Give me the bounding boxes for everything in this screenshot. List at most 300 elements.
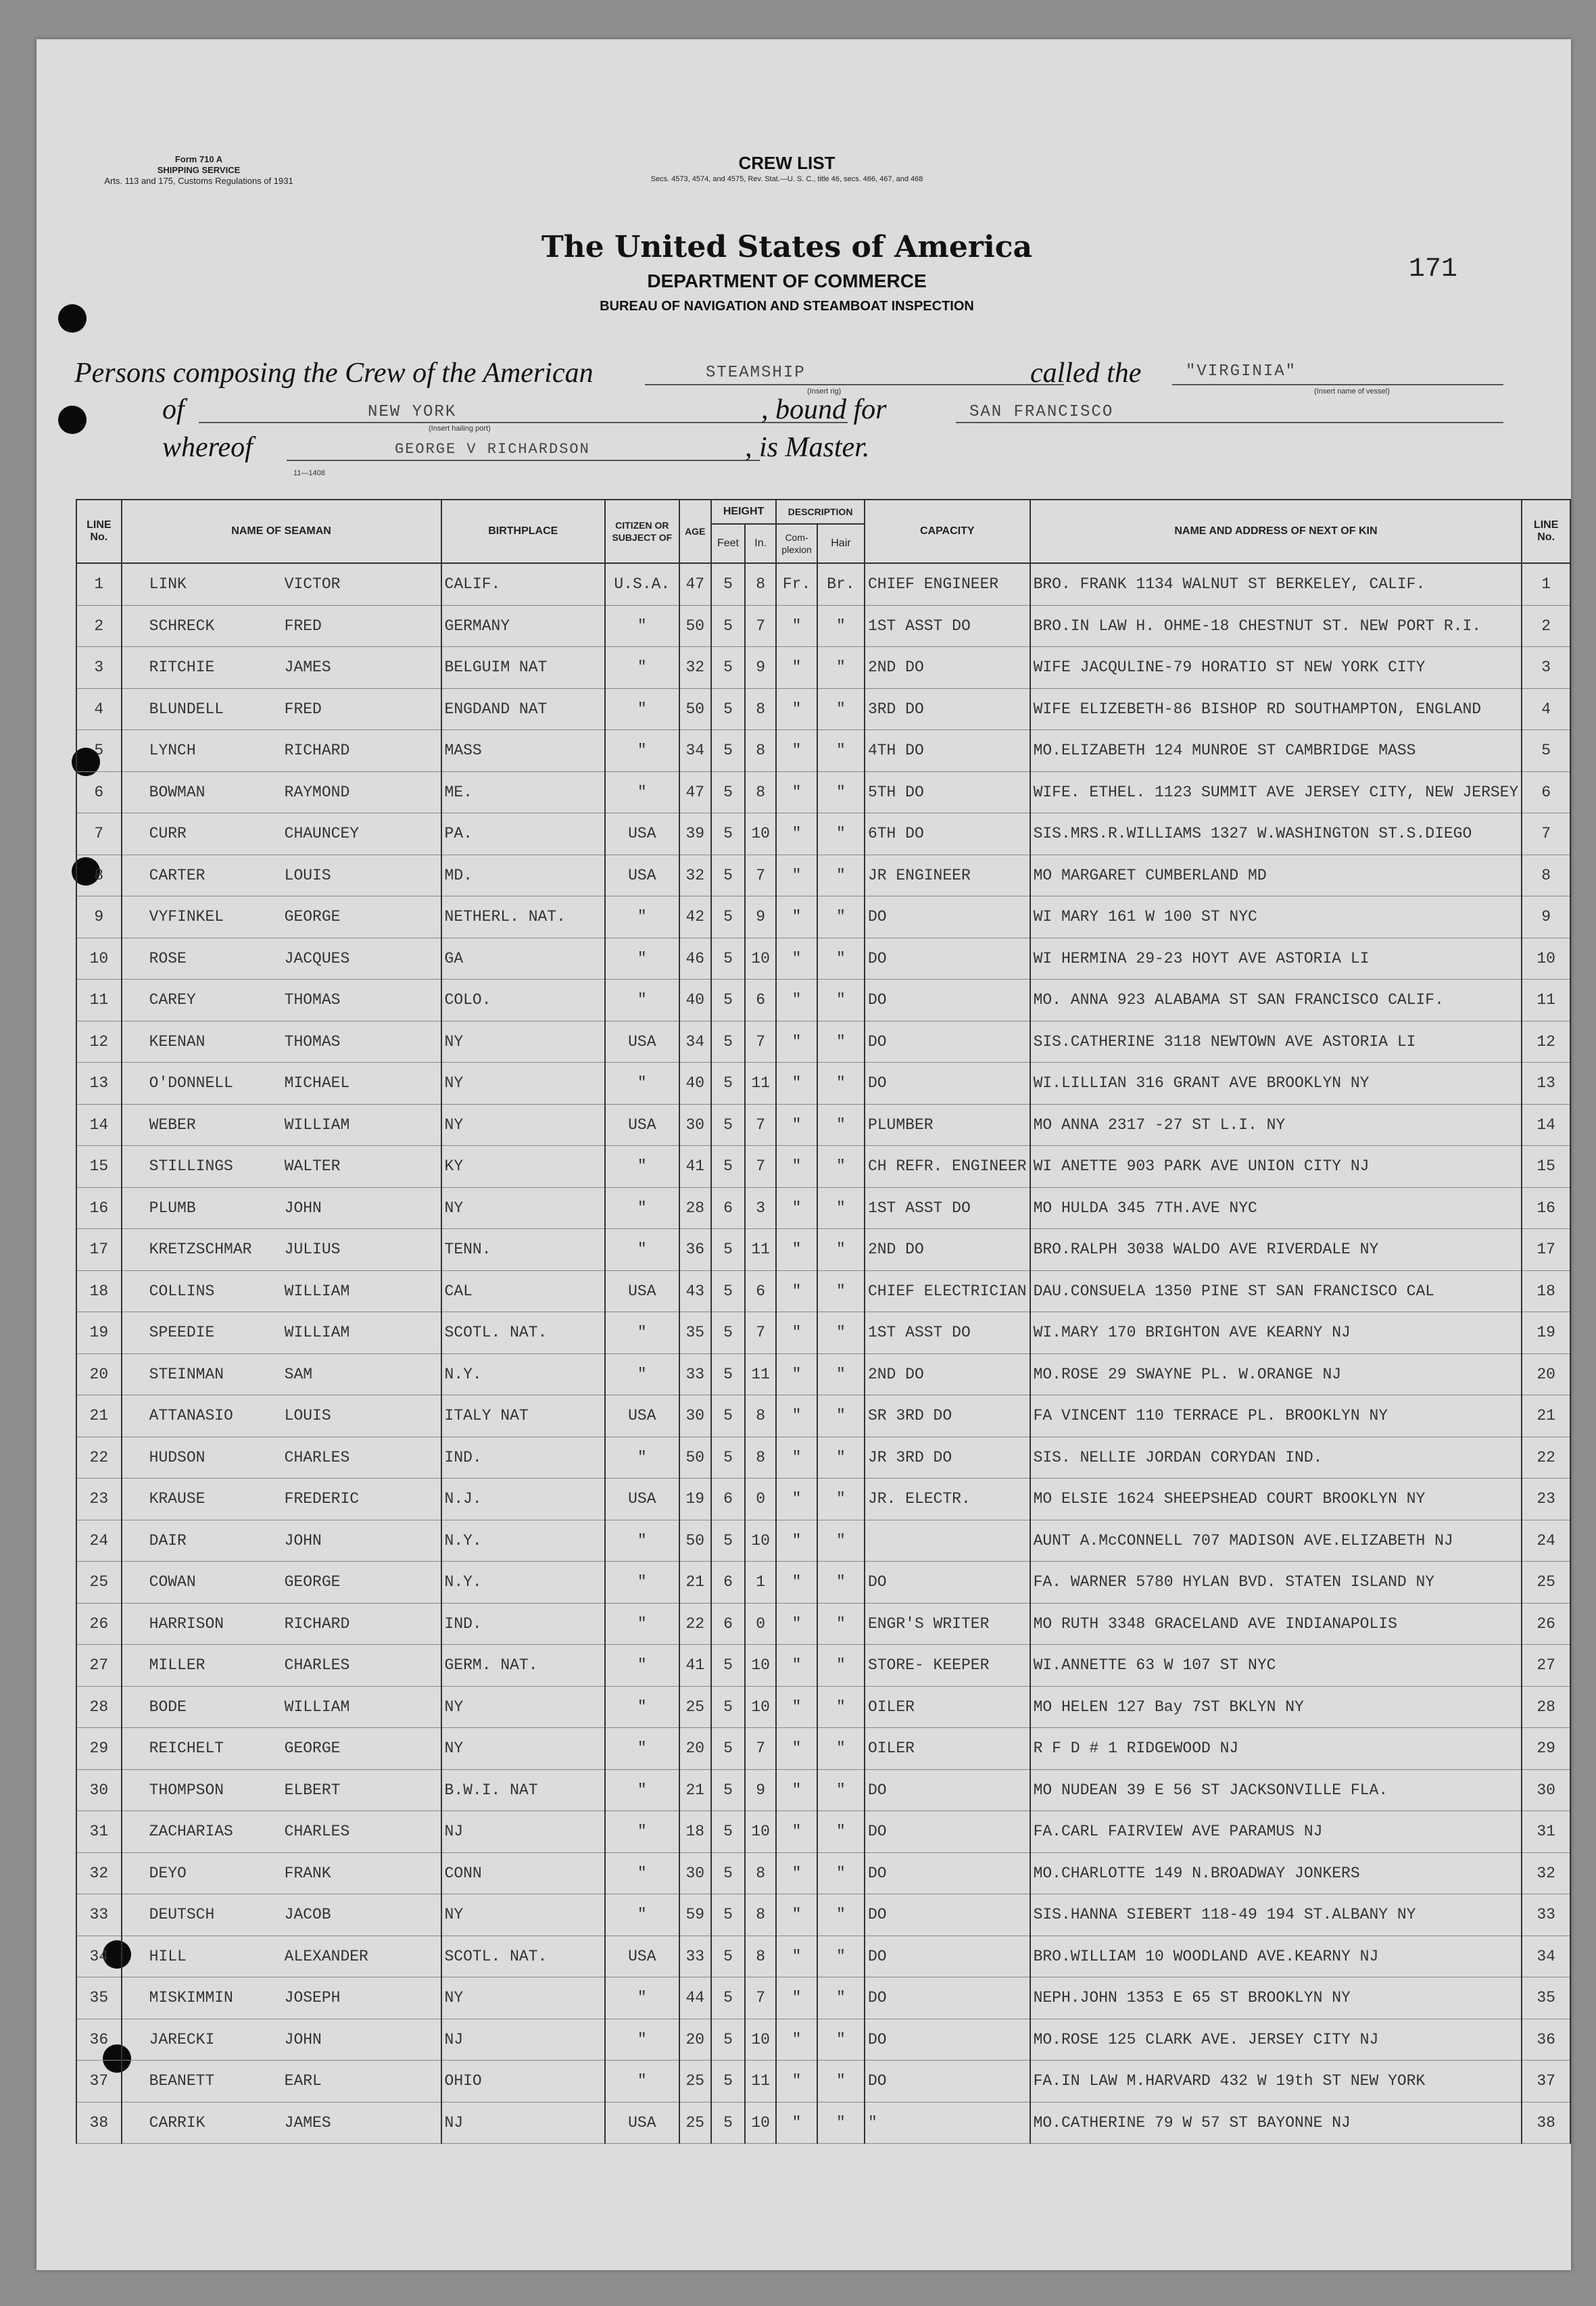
seaman-name (122, 1977, 441, 2019)
hair: " (817, 688, 865, 730)
birthplace: OHIO (441, 2061, 606, 2103)
capacity: 1ST ASST DO (865, 1312, 1030, 1354)
next-of-kin: MO RUTH 3348 GRACELAND AVE INDIANAPOLIS (1030, 1603, 1522, 1645)
hair: " (817, 896, 865, 938)
height-inches: 10 (745, 1645, 776, 1687)
height-inches: 8 (745, 730, 776, 772)
age: 30 (679, 1104, 711, 1146)
capacity: 2ND DO (865, 1229, 1030, 1271)
birthplace: MASS (441, 730, 606, 772)
line-number-right: 11 (1522, 980, 1570, 1022)
line-number-right: 33 (1522, 1894, 1570, 1936)
next-of-kin: FA.CARL FAIRVIEW AVE PARAMUS NJ (1030, 1811, 1522, 1853)
height-feet: 5 (711, 1977, 745, 2019)
capacity: 1ST ASST DO (865, 605, 1030, 647)
age: 30 (679, 1395, 711, 1437)
line-number: 19 (76, 1312, 122, 1354)
seaman-last-name: KRETZSCHMAR (149, 1241, 252, 1259)
hair: " (817, 2019, 865, 2061)
line-number: 23 (76, 1479, 122, 1520)
seaman-last-name: BLUNDELL (149, 700, 224, 718)
birthplace: NY (441, 1728, 606, 1770)
citizenship: USA (605, 813, 679, 855)
hailing-port: NEW YORK (368, 403, 457, 421)
height-feet: 5 (711, 1395, 745, 1437)
height-feet: 5 (711, 1229, 745, 1271)
capacity: DO (865, 1977, 1030, 2019)
height-feet: 6 (711, 1479, 745, 1520)
hair: " (817, 605, 865, 647)
crew-statement-prefix: Persons composing the Crew of the American (74, 358, 594, 389)
capacity: DO (865, 1769, 1030, 1811)
hair: " (817, 1437, 865, 1479)
next-of-kin: AUNT A.McCONNELL 707 MADISON AVE.ELIZABETH NJ (1030, 1520, 1522, 1562)
line-number: 13 (76, 1063, 122, 1105)
height-inches: 10 (745, 1811, 776, 1853)
age: 39 (679, 813, 711, 855)
citizenship: " (605, 1977, 679, 2019)
complexion: " (776, 647, 817, 689)
seaman-name (122, 1104, 441, 1146)
height-feet: 5 (711, 771, 745, 813)
seaman-first-name: GEORGE (284, 1573, 341, 1591)
complexion: " (776, 1104, 817, 1146)
birthplace: ITALY NAT (441, 1395, 606, 1437)
seaman-first-name: JOHN (284, 1199, 322, 1217)
hair: " (817, 771, 865, 813)
seaman-name (122, 1021, 441, 1063)
next-of-kin: WI HERMINA 29-23 HOYT AVE ASTORIA LI (1030, 938, 1522, 980)
line-number-right: 34 (1522, 1936, 1570, 1977)
height-feet: 5 (711, 647, 745, 689)
capacity (865, 1520, 1030, 1562)
hair: " (817, 2102, 865, 2144)
hair: " (817, 730, 865, 772)
citizenship: " (605, 938, 679, 980)
birthplace: GERM. NAT. (441, 1645, 606, 1687)
height-feet: 5 (711, 1520, 745, 1562)
capacity: SR 3RD DO (865, 1395, 1030, 1437)
seaman-name (122, 771, 441, 813)
capacity: JR ENGINEER (865, 855, 1030, 896)
height-inches: 10 (745, 1520, 776, 1562)
age: 40 (679, 1063, 711, 1105)
age: 42 (679, 896, 711, 938)
next-of-kin: FA.IN LAW M.HARVARD 432 W 19th ST NEW YORK (1030, 2061, 1522, 2103)
line-number-right: 7 (1522, 813, 1570, 855)
crew-row (76, 980, 1570, 1022)
crew-row (76, 1520, 1570, 1562)
height-inches: 11 (745, 1063, 776, 1105)
seaman-last-name: WEBER (149, 1115, 196, 1134)
seaman-last-name: DAIR (149, 1531, 187, 1550)
seaman-last-name: DEYO (149, 1864, 187, 1882)
line-number-right: 3 (1522, 647, 1570, 689)
seaman-first-name: GEORGE (284, 908, 341, 926)
birthplace: NJ (441, 2019, 606, 2061)
master-line (287, 460, 760, 461)
seaman-last-name: CARTER (149, 866, 205, 884)
seaman-last-name: CARRIK (149, 2113, 205, 2132)
line-number-right: 31 (1522, 1811, 1570, 1853)
department-heading: DEPARTMENT OF COMMERCE (647, 270, 927, 291)
height-inches: 6 (745, 1270, 776, 1312)
height-feet: 5 (711, 1728, 745, 1770)
age: 40 (679, 980, 711, 1022)
seaman-first-name: FRED (284, 617, 322, 635)
height-inches: 11 (745, 1229, 776, 1271)
seaman-first-name: JACQUES (284, 949, 350, 967)
age: 35 (679, 1312, 711, 1354)
line-number-right: 2 (1522, 605, 1570, 647)
seaman-first-name: EARL (284, 2072, 322, 2090)
next-of-kin: NEPH.JOHN 1353 E 65 ST BROOKLYN NY (1030, 1977, 1522, 2019)
age: 32 (679, 647, 711, 689)
capacity: 2ND DO (865, 647, 1030, 689)
punch-hole (58, 406, 87, 434)
citizenship: " (605, 980, 679, 1022)
capacity: STORE- KEEPER (865, 1645, 1030, 1687)
next-of-kin: MO.ROSE 29 SWAYNE PL. W.ORANGE NJ (1030, 1353, 1522, 1395)
line-number-right: 28 (1522, 1686, 1570, 1728)
citizenship: " (605, 730, 679, 772)
complexion: " (776, 1894, 817, 1936)
crew-row (76, 563, 1570, 605)
seaman-last-name: LYNCH (149, 742, 196, 760)
line-number-right: 17 (1522, 1229, 1570, 1271)
crew-row (76, 1852, 1570, 1894)
seaman-last-name: STILLINGS (149, 1157, 233, 1176)
crew-row (76, 1562, 1570, 1604)
crew-row (76, 1603, 1570, 1645)
seaman-last-name: KRAUSE (149, 1490, 205, 1508)
seaman-first-name: WILLIAM (284, 1115, 350, 1134)
seaman-last-name: MILLER (149, 1656, 205, 1675)
line-number-right: 16 (1522, 1187, 1570, 1229)
height-feet: 5 (711, 1686, 745, 1728)
height-inches: 9 (745, 896, 776, 938)
birthplace: NETHERL. NAT. (441, 896, 606, 938)
citizenship: USA (605, 1021, 679, 1063)
next-of-kin: WI MARY 161 W 100 ST NYC (1030, 896, 1522, 938)
capacity: PLUMBER (865, 1104, 1030, 1146)
seaman-first-name: FRED (284, 700, 322, 718)
capacity: DO (865, 896, 1030, 938)
crew-row (76, 1104, 1570, 1146)
seaman-first-name: RAYMOND (284, 783, 350, 801)
seaman-last-name: HILL (149, 1947, 187, 1965)
next-of-kin: BRO.IN LAW H. OHME-18 CHESTNUT ST. NEW PORT R.I. (1030, 605, 1522, 647)
height-inches: 11 (745, 2061, 776, 2103)
complexion: " (776, 1146, 817, 1188)
next-of-kin: WI ANETTE 903 PARK AVE UNION CITY NJ (1030, 1146, 1522, 1188)
crew-row (76, 730, 1570, 772)
age: 50 (679, 605, 711, 647)
crew-row (76, 1229, 1570, 1271)
height-feet: 5 (711, 855, 745, 896)
birthplace: NY (441, 1977, 606, 2019)
birthplace: MD. (441, 855, 606, 896)
crew-row (76, 605, 1570, 647)
height-inches: 8 (745, 563, 776, 605)
age: 36 (679, 1229, 711, 1271)
height-inches: 8 (745, 1395, 776, 1437)
line-number-right: 24 (1522, 1520, 1570, 1562)
age: 20 (679, 2019, 711, 2061)
age: 34 (679, 1021, 711, 1063)
birthplace: ME. (441, 771, 606, 813)
seaman-last-name: PLUMB (149, 1199, 196, 1217)
line-number-right: 14 (1522, 1104, 1570, 1146)
height-inches: 3 (745, 1187, 776, 1229)
height-inches: 11 (745, 1353, 776, 1395)
age: 41 (679, 1645, 711, 1687)
citizenship: " (605, 2061, 679, 2103)
height-feet: 5 (711, 1146, 745, 1188)
col-inches: In. (745, 524, 776, 563)
seaman-first-name: CHARLES (284, 1823, 350, 1841)
birthplace: ENGDAND NAT (441, 688, 606, 730)
col-name: NAME OF SEAMAN (122, 500, 441, 563)
line-number: 38 (76, 2102, 122, 2144)
citizenship: USA (605, 1936, 679, 1977)
complexion: " (776, 1811, 817, 1853)
destination-line (956, 422, 1503, 423)
complexion: " (776, 1936, 817, 1977)
height-feet: 6 (711, 1562, 745, 1604)
line-number-right: 4 (1522, 688, 1570, 730)
seaman-first-name: THOMAS (284, 991, 341, 1009)
seaman-last-name: RITCHIE (149, 658, 215, 677)
line-number: 32 (76, 1852, 122, 1894)
line-number-right: 18 (1522, 1270, 1570, 1312)
hair: " (817, 1728, 865, 1770)
seaman-last-name: CAREY (149, 991, 196, 1009)
seaman-last-name: CURR (149, 825, 187, 843)
line-number-right: 36 (1522, 2019, 1570, 2061)
birthplace: N.Y. (441, 1353, 606, 1395)
capacity: 3RD DO (865, 688, 1030, 730)
citizenship: " (605, 1187, 679, 1229)
citizenship: " (605, 1520, 679, 1562)
line-number: 14 (76, 1104, 122, 1146)
birthplace: NY (441, 1686, 606, 1728)
capacity: CHIEF ELECTRICIAN (865, 1270, 1030, 1312)
birthplace: IND. (441, 1603, 606, 1645)
birthplace: KY (441, 1146, 606, 1188)
crew-row (76, 1146, 1570, 1188)
crew-row (76, 771, 1570, 813)
seaman-first-name: GEORGE (284, 1739, 341, 1758)
citizenship: " (605, 1312, 679, 1354)
line-number-right: 10 (1522, 938, 1570, 980)
height-feet: 5 (711, 1353, 745, 1395)
seaman-first-name: LOUIS (284, 866, 331, 884)
height-feet: 5 (711, 605, 745, 647)
crew-row (76, 1728, 1570, 1770)
seaman-name (122, 1894, 441, 1936)
seaman-first-name: JAMES (284, 2113, 331, 2132)
next-of-kin: SIS.MRS.R.WILLIAMS 1327 W.WASHINGTON ST.S.DIEGO (1030, 813, 1522, 855)
next-of-kin: BRO. FRANK 1134 WALNUT ST BERKELEY, CALIF. (1030, 563, 1522, 605)
hair: " (817, 1894, 865, 1936)
age: 18 (679, 1811, 711, 1853)
seaman-name (122, 1645, 441, 1687)
citizenship: " (605, 688, 679, 730)
line-number: 28 (76, 1686, 122, 1728)
crew-row (76, 1645, 1570, 1687)
vessel-rig: STEAMSHIP (706, 364, 806, 382)
seaman-last-name: THOMPSON (149, 1781, 224, 1799)
height-inches: 7 (745, 855, 776, 896)
line-number: 34 (76, 1936, 122, 1977)
citizenship: " (605, 1063, 679, 1105)
height-feet: 6 (711, 1603, 745, 1645)
height-inches: 7 (745, 1021, 776, 1063)
line-number-right: 20 (1522, 1353, 1570, 1395)
seaman-last-name: LINK (149, 575, 187, 594)
hair: " (817, 813, 865, 855)
seaman-last-name: O'DONNELL (149, 1074, 233, 1092)
col-citizen: CITIZEN OR SUBJECT OF (605, 500, 679, 563)
crew-row (76, 1437, 1570, 1479)
hair: " (817, 1146, 865, 1188)
crew-row (76, 1395, 1570, 1437)
age: 50 (679, 1437, 711, 1479)
seaman-last-name: HUDSON (149, 1448, 205, 1466)
line-number: 5 (76, 730, 122, 772)
citizenship: " (605, 1645, 679, 1687)
birthplace: PA. (441, 813, 606, 855)
seaman-name (122, 1936, 441, 1977)
birthplace: NJ (441, 2102, 606, 2144)
height-inches: 0 (745, 1603, 776, 1645)
seaman-last-name: VYFINKEL (149, 908, 224, 926)
age: 28 (679, 1187, 711, 1229)
crew-row (76, 2019, 1570, 2061)
line-number-right: 29 (1522, 1728, 1570, 1770)
is-master-label: , is Master. (745, 432, 870, 463)
seaman-last-name: COLLINS (149, 1282, 215, 1300)
line-number: 12 (76, 1021, 122, 1063)
height-feet: 6 (711, 1187, 745, 1229)
height-inches: 10 (745, 813, 776, 855)
complexion: " (776, 1562, 817, 1604)
seaman-name (122, 2061, 441, 2103)
capacity: CHIEF ENGINEER (865, 563, 1030, 605)
next-of-kin: MO ELSIE 1624 SHEEPSHEAD COURT BROOKLYN NY (1030, 1479, 1522, 1520)
seaman-name (122, 1353, 441, 1395)
crew-row (76, 1479, 1570, 1520)
seaman-name (122, 2102, 441, 2144)
citizenship: USA (605, 1104, 679, 1146)
complexion: " (776, 980, 817, 1022)
shipping-service: SHIPPING SERVICE (157, 165, 241, 175)
next-of-kin: FA VINCENT 110 TERRACE PL. BROOKLYN NY (1030, 1395, 1522, 1437)
capacity: DO (865, 980, 1030, 1022)
citizenship: " (605, 1686, 679, 1728)
crew-row (76, 896, 1570, 938)
height-feet: 5 (711, 1894, 745, 1936)
next-of-kin: MO HELEN 127 Bay 7ST BKLYN NY (1030, 1686, 1522, 1728)
seaman-last-name: REICHELT (149, 1739, 224, 1758)
height-feet: 5 (711, 1270, 745, 1312)
col-feet: Feet (711, 524, 745, 563)
crew-row (76, 1063, 1570, 1105)
height-inches: 10 (745, 1686, 776, 1728)
hair: " (817, 1936, 865, 1977)
birthplace: SCOTL. NAT. (441, 1936, 606, 1977)
line-number: 24 (76, 1520, 122, 1562)
seaman-name (122, 1562, 441, 1604)
line-number: 15 (76, 1146, 122, 1188)
seaman-name (122, 1811, 441, 1853)
line-number: 36 (76, 2019, 122, 2061)
complexion: " (776, 605, 817, 647)
complexion: " (776, 2102, 817, 2144)
capacity: CH REFR. ENGINEER (865, 1146, 1030, 1188)
seaman-name (122, 1146, 441, 1188)
whereof-label: whereof (162, 432, 253, 463)
age: 50 (679, 688, 711, 730)
height-inches: 1 (745, 1562, 776, 1604)
citizenship: " (605, 1229, 679, 1271)
birthplace: CONN (441, 1852, 606, 1894)
complexion: " (776, 938, 817, 980)
seaman-first-name: THOMAS (284, 1032, 341, 1051)
citizenship: " (605, 1728, 679, 1770)
age: 43 (679, 1270, 711, 1312)
crew-list-document (37, 39, 1571, 2270)
age: 59 (679, 1894, 711, 1936)
next-of-kin: MO MARGARET CUMBERLAND MD (1030, 855, 1522, 896)
form-info (57, 154, 341, 187)
capacity: JR. ELECTR. (865, 1479, 1030, 1520)
line-number-right: 21 (1522, 1395, 1570, 1437)
crew-row (76, 1977, 1570, 2019)
line-number: 37 (76, 2061, 122, 2103)
height-inches: 8 (745, 1852, 776, 1894)
line-number: 31 (76, 1811, 122, 1853)
seaman-name (122, 938, 441, 980)
age: 47 (679, 771, 711, 813)
seaman-name (122, 855, 441, 896)
seaman-last-name: MISKIMMIN (149, 1989, 233, 2007)
birthplace: CAL (441, 1270, 606, 1312)
crew-row (76, 688, 1570, 730)
height-inches: 9 (745, 1769, 776, 1811)
line-number: 21 (76, 1395, 122, 1437)
next-of-kin: WIFE. ETHEL. 1123 SUMMIT AVE JERSEY CITY, NEW JERSEY (1030, 771, 1522, 813)
complexion: Fr. (776, 563, 817, 605)
line-number-right: 27 (1522, 1645, 1570, 1687)
age: 34 (679, 730, 711, 772)
seaman-name (122, 980, 441, 1022)
hair: " (817, 1686, 865, 1728)
complexion: " (776, 688, 817, 730)
hair: " (817, 1769, 865, 1811)
line-number-right: 9 (1522, 896, 1570, 938)
seaman-first-name: JOSEPH (284, 1989, 341, 2007)
height-feet: 5 (711, 1936, 745, 1977)
crew-table (76, 499, 1571, 2144)
birthplace: CALIF. (441, 563, 606, 605)
complexion: " (776, 896, 817, 938)
complexion: " (776, 1270, 817, 1312)
capacity: DO (865, 1936, 1030, 1977)
birthplace: N.J. (441, 1479, 606, 1520)
col-birthplace: BIRTHPLACE (441, 500, 606, 563)
